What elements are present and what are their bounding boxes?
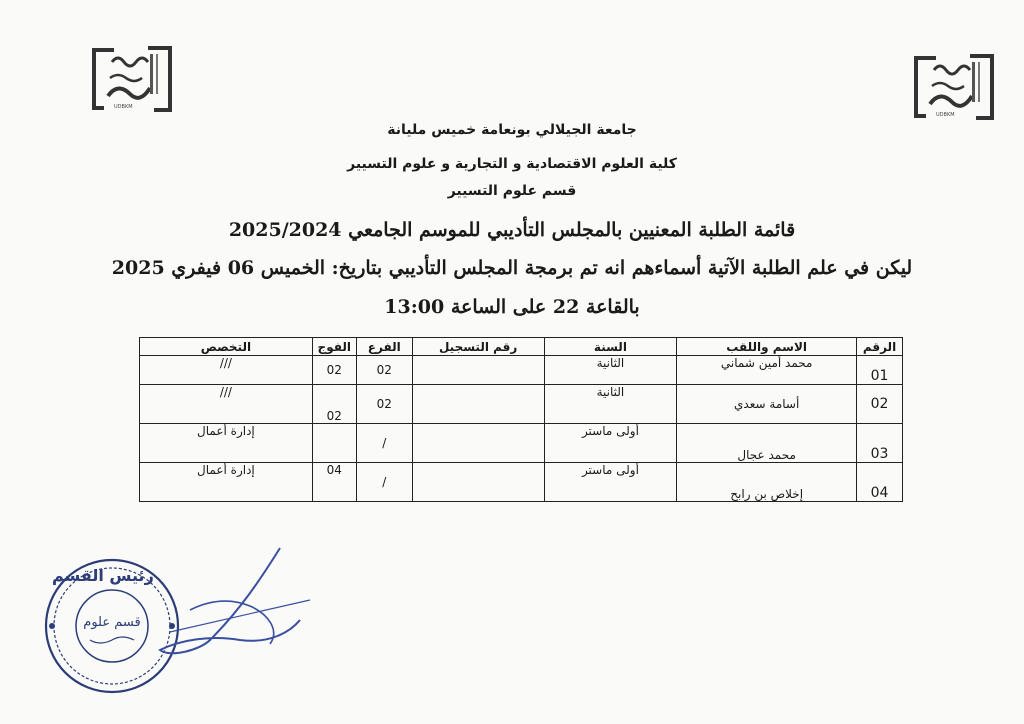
table-row [140, 424, 903, 463]
col-header-registration: رقم التسجيل [412, 338, 544, 356]
student-name: أسامة سعدي [677, 385, 857, 424]
registration-number [412, 356, 544, 385]
group [312, 424, 356, 463]
group: 04 [312, 463, 356, 502]
col-header-name: الاسم واللقب [677, 338, 857, 356]
col-header-group: الفوج [312, 338, 356, 356]
location-time-line: بالقاعة 22 على الساعة 13:00 [384, 296, 640, 318]
student-name: محمد عجال [677, 424, 857, 463]
study-year: أولى ماستر [544, 463, 677, 502]
group: 02 [312, 356, 356, 385]
university-logo-left [84, 42, 176, 116]
table-row [140, 463, 903, 502]
university-name: جامعة الجيلالي بونعامة خميس مليانة [387, 122, 637, 138]
student-name: محمد أمين شماني [677, 356, 857, 385]
registration-number [412, 385, 544, 424]
branch: / [356, 463, 412, 502]
students-table [139, 337, 903, 502]
stamp-inner-text: قسم علوم [83, 615, 141, 630]
specialty: إدارة أعمال [140, 463, 313, 502]
col-header-branch: الفرع [356, 338, 412, 356]
registration-number [412, 463, 544, 502]
row-number: 04 [857, 463, 903, 502]
department-head-label: رئيس القسم [52, 566, 154, 585]
study-year: أولى ماستر [544, 424, 677, 463]
col-header-year: السنة [544, 338, 677, 356]
specialty: /// [140, 385, 313, 424]
row-number: 02 [857, 385, 903, 424]
table-row [140, 385, 903, 424]
study-year: الثانية [544, 356, 677, 385]
study-year: الثانية [544, 385, 677, 424]
col-header-number: الرقم [857, 338, 903, 356]
row-number: 01 [857, 356, 903, 385]
university-logo-right [906, 50, 998, 124]
signature [150, 540, 320, 680]
svg-text:UDBKM: UDBKM [114, 104, 133, 110]
document-title: قائمة الطلبة المعنيين بالمجلس التأديبي للموسم الجامعي 2025/2024 [228, 219, 796, 241]
branch: / [356, 424, 412, 463]
table-row [140, 356, 903, 385]
row-number: 03 [857, 424, 903, 463]
student-name: إخلاص بن رابح [677, 463, 857, 502]
col-header-specialty: التخصص [140, 338, 313, 356]
notice-line: ليكن في علم الطلبة الآتية أسماءهم انه تم برمجة المجلس التأديبي بتاريخ: الخميس 06 فيفري 2025 [111, 257, 913, 279]
specialty: /// [140, 356, 313, 385]
faculty-name: كلية العلوم الاقتصادية و التجارية و علوم التسيير [347, 156, 677, 172]
branch: 02 [356, 385, 412, 424]
group: 02 [312, 385, 356, 424]
svg-text:UDBKM: UDBKM [936, 112, 955, 118]
branch: 02 [356, 356, 412, 385]
table-header-row [140, 338, 903, 356]
department-name: قسم علوم التسيير [447, 183, 577, 199]
registration-number [412, 424, 544, 463]
specialty: إدارة أعمال [140, 424, 313, 463]
